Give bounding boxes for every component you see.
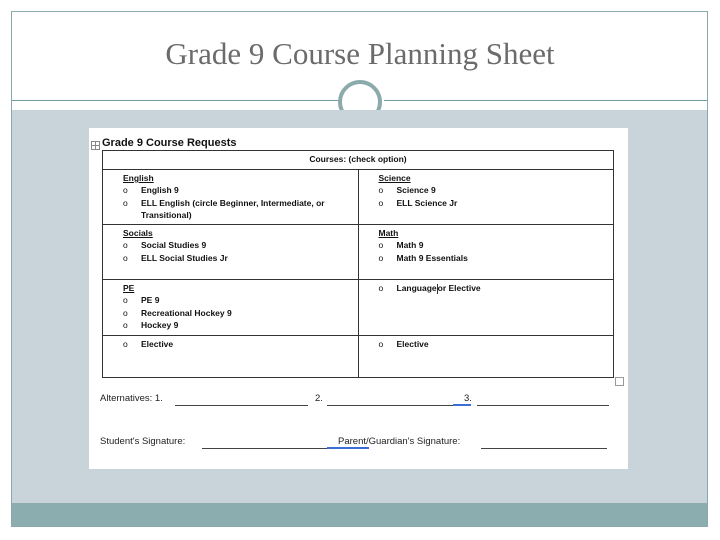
alternative-3-number: 3. (464, 393, 472, 404)
cell-elective-right (358, 336, 614, 378)
category-pe: PE (123, 283, 135, 293)
option-recreational-hockey-9[interactable]: o Recreational Hockey 9 (123, 307, 354, 319)
student-signature-field[interactable] (202, 448, 332, 449)
cell-elective-left (103, 336, 359, 378)
slide-title: Grade 9 Course Planning Sheet (165, 36, 555, 71)
category-english: English (123, 173, 154, 183)
category-science: Science (378, 173, 411, 183)
option-ell-science[interactable]: o ELL Science Jr (379, 197, 610, 209)
spellcheck-underline (453, 404, 471, 406)
table-header: Courses: (check option) (103, 151, 614, 170)
document-heading: Grade 9 Course Requests (102, 137, 237, 149)
cell-english (103, 170, 359, 225)
alternative-3-field[interactable] (477, 405, 609, 406)
category-math: Math (378, 228, 399, 238)
category-socials: Socials (123, 228, 153, 238)
course-request-document (89, 128, 628, 469)
option-language-or-elective[interactable] (379, 282, 610, 294)
alternative-1-field[interactable] (175, 405, 308, 406)
course-table (102, 150, 614, 378)
option-english-9[interactable]: o English 9 (123, 184, 354, 196)
grammar-underline (327, 447, 369, 449)
cell-pe (103, 280, 359, 336)
language-text: Language (396, 283, 437, 293)
cell-science (358, 170, 614, 225)
cell-socials (103, 225, 359, 280)
title-divider-right (384, 100, 707, 101)
option-ell-english[interactable]: o ELL English (circle Beginner, Intermediate, or Transitional) (123, 197, 354, 222)
option-science-9[interactable]: o Science 9 (379, 184, 610, 196)
footer-bar (12, 503, 707, 526)
option-pe-9[interactable]: o PE 9 (123, 294, 354, 306)
student-signature-label: Student's Signature: (100, 436, 186, 447)
alternative-2-number: 2. (315, 393, 323, 404)
cell-language (358, 280, 614, 336)
alternative-2-field[interactable] (327, 405, 460, 406)
option-elective-right[interactable]: o Elective (379, 338, 610, 350)
option-elective-left[interactable]: o Elective (123, 338, 354, 350)
title-divider-left (12, 100, 340, 101)
parent-signature-label: Parent/Guardian's Signature: (338, 436, 461, 447)
table-resize-handle[interactable] (615, 377, 624, 386)
or-elective-text: or Elective (437, 283, 481, 293)
cell-math (358, 225, 614, 280)
option-ell-social-studies[interactable]: o ELL Social Studies Jr (123, 252, 354, 264)
option-hockey-9[interactable]: o Hockey 9 (123, 319, 354, 331)
table-move-handle-icon[interactable] (91, 141, 100, 150)
parent-signature-field[interactable] (481, 448, 607, 449)
option-math-9[interactable]: o Math 9 (379, 239, 610, 251)
option-social-studies-9[interactable]: o Social Studies 9 (123, 239, 354, 251)
option-math-9-essentials[interactable]: o Math 9 Essentials (379, 252, 610, 264)
alternatives-label: Alternatives: 1. (100, 393, 163, 404)
